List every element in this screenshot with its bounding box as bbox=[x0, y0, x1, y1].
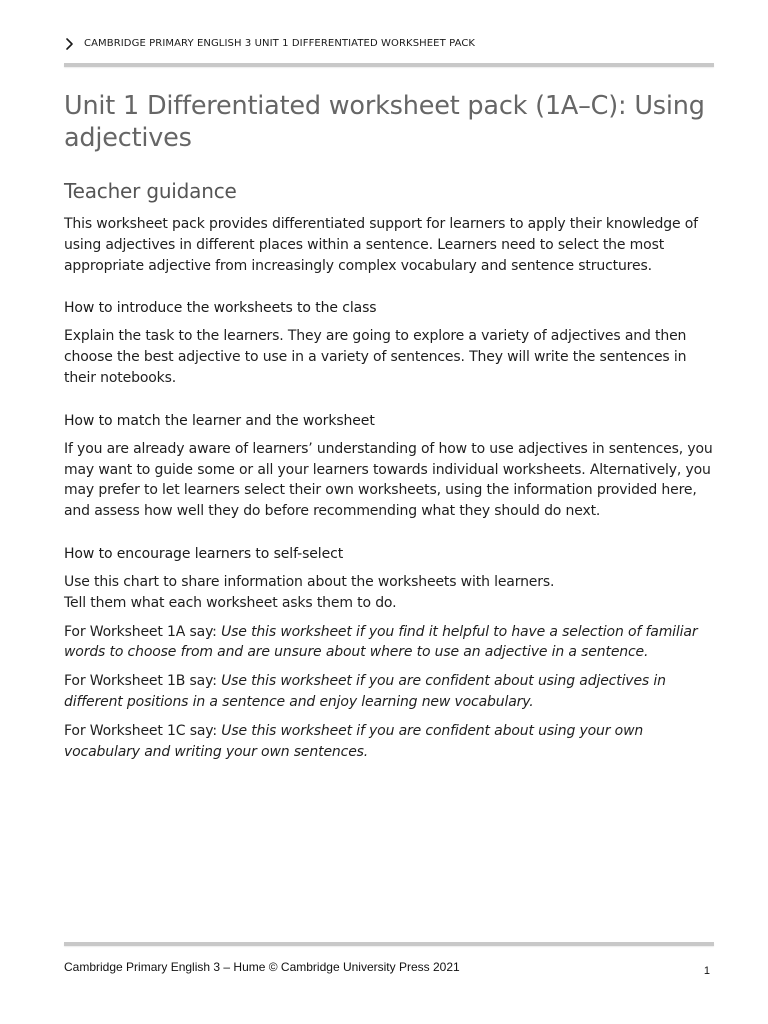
subheading-introduce: How to introduce the worksheets to the class bbox=[64, 300, 377, 317]
introduce-paragraph: Explain the task to the learners. They are going to explore a variety of adjectives and then choose the best adjective to use in a variety of sentences. They will write the sentences in their notebooks. bbox=[64, 328, 687, 386]
footer-credit: Cambridge Primary English 3 – Hume © Cambridge University Press 2021 bbox=[64, 960, 460, 974]
page-title: Unit 1 Differentiated worksheet pack (1A–C): Using adjectives bbox=[64, 91, 705, 153]
header-divider bbox=[64, 63, 714, 67]
worksheet-1c-paragraph bbox=[64, 721, 716, 763]
worksheet-1a-quote: Use this worksheet if you find it helpful to have a selection of familiar words to choose from and are unsure about where to use an adjective in a sentence. bbox=[64, 623, 698, 661]
running-header-title: CAMBRIDGE PRIMARY ENGLISH 3 UNIT 1 DIFFERENTIATED WORKSHEET PACK bbox=[84, 37, 476, 49]
intro-paragraph: This worksheet pack provides differentiated support for learners to apply their knowledge of using adjectives in different places within a sentence. Learners need to select the most appropriate adjective from increasingly complex vocabulary and sentence structures. bbox=[64, 216, 698, 274]
worksheet-1a-paragraph bbox=[64, 622, 716, 664]
worksheet-1c-lead: For Worksheet 1C say: bbox=[64, 722, 222, 739]
worksheet-1b-quote: Use this worksheet if you are confident about using adjectives in different positions in a sentence and enjoy learning new vocabulary. bbox=[64, 673, 666, 710]
running-header bbox=[64, 34, 475, 52]
worksheet-1b-lead: For Worksheet 1B say: bbox=[64, 673, 222, 690]
page-number: 1 bbox=[703, 965, 710, 977]
page-footer bbox=[64, 960, 714, 977]
main-content bbox=[64, 90, 716, 762]
subheading-match: How to match the learner and the worksheet bbox=[64, 412, 375, 429]
match-paragraph: If you are already aware of learners’ understanding of how to use adjectives in sentences, you may want to guide some or all your learners towards individual worksheets. Alternatively, you may prefer to let learners select their own worksheets, using the information provided here, and assess how well they do before recommending what they should do next. bbox=[64, 440, 713, 520]
section-heading: Teacher guidance bbox=[64, 179, 237, 203]
subheading-self-select: How to encourage learners to self-select bbox=[64, 545, 344, 562]
worksheet-1b-paragraph bbox=[64, 671, 716, 713]
self-select-line-1: Use this chart to share information about the worksheets with learners. bbox=[64, 573, 555, 590]
self-select-paragraph bbox=[64, 572, 716, 614]
worksheet-1a-lead: For Worksheet 1A say: bbox=[64, 623, 222, 640]
footer-divider bbox=[64, 942, 714, 946]
chevron-right-icon bbox=[64, 36, 76, 50]
self-select-line-2: Tell them what each worksheet asks them to do. bbox=[64, 594, 397, 611]
worksheet-1c-quote: Use this worksheet if you are confident about using your own vocabulary and writing your own sentences. bbox=[64, 722, 644, 760]
